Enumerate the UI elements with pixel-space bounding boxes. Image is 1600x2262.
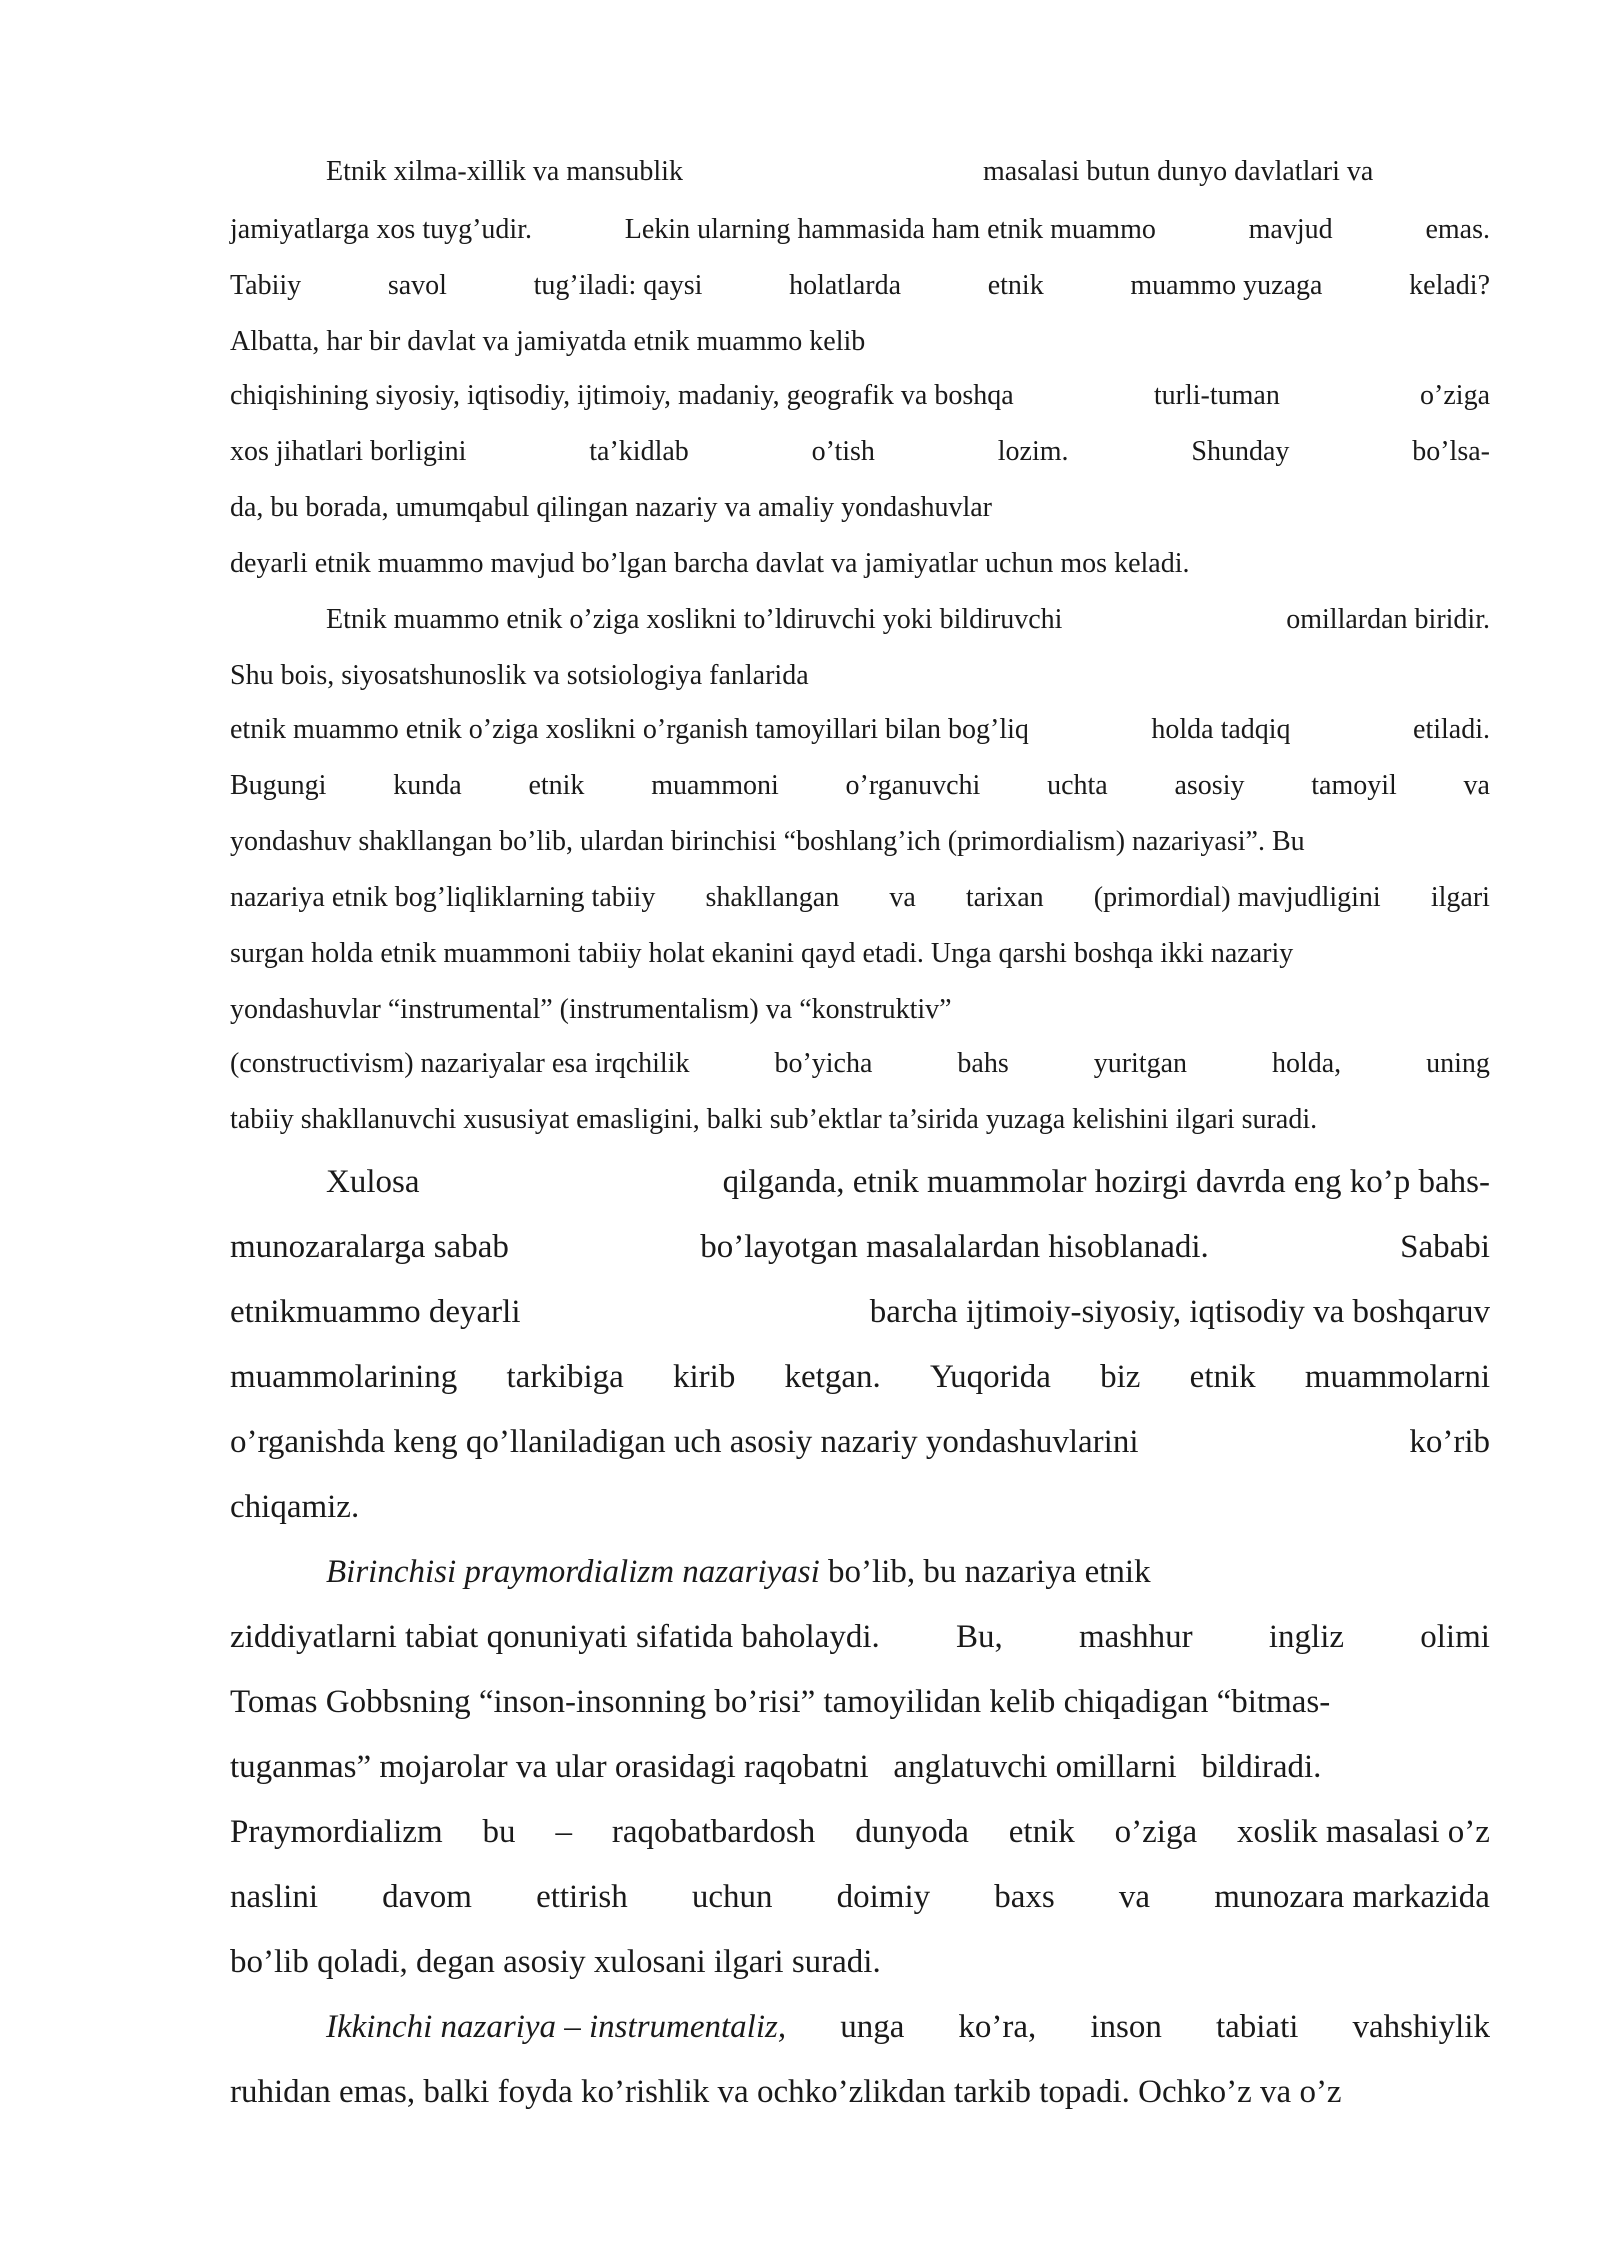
text-span: tabiati — [1215, 2009, 1299, 2045]
text-span: keladi? — [1409, 270, 1490, 301]
text-span: chiqamiz. — [230, 1489, 360, 1525]
text-span: etnik muammo etnik o’ziga xoslikni o’rganish tamoyillari bilan bog’liq — [230, 714, 1029, 745]
p2-line-4 — [230, 766, 1490, 806]
p4-line-5 — [230, 1808, 1490, 1856]
text-span: Albatta, har bir davlat va jamiyatda etnik muammo kelib — [230, 326, 866, 357]
text-span: Etnik muammo etnik o’ziga xoslikni to’ldiruvchi yoki bildiruvchi — [326, 604, 1063, 635]
text-span: (primordial) mavjudligini — [1093, 882, 1381, 913]
text-span: muammolarining — [230, 1359, 458, 1395]
text-span: uning — [1426, 1048, 1490, 1079]
text-span: o’ziga — [1420, 380, 1490, 411]
text-span: omillardan biridir. — [1286, 604, 1490, 635]
p1-line-7 — [230, 488, 1490, 528]
text-span: lozim. — [997, 436, 1069, 467]
text-span: va — [1118, 1879, 1151, 1915]
text-span: nazariya etnik bog’liqliklarning tabiiy — [230, 882, 656, 913]
text-span: surgan holda etnik muammoni tabiiy holat ekanini qayd etadi. Unga qarshi boshqa ikki nazariy — [230, 938, 1294, 969]
p3-line-2 — [230, 1223, 1490, 1271]
p4-line-6 — [230, 1873, 1490, 1921]
text-span: yondashuv shakllangan bo’lib, ulardan birinchisi “boshlang’ich (primordialism) nazariyasi”. Bu — [230, 826, 1305, 857]
text-span: ilgari — [1430, 882, 1490, 913]
text-span: qilganda, etnik muammolar hozirgi davrda eng ko’p bahs- — [722, 1164, 1490, 1200]
text-span: mavjud — [1248, 214, 1333, 245]
text-span: etiladi. — [1413, 714, 1490, 745]
text-span: vahshiylik — [1352, 2009, 1490, 2045]
text-span: shakllangan — [705, 882, 840, 913]
p1-line-4 — [230, 322, 1490, 362]
p4-line-7 — [230, 1938, 1490, 1986]
text-span: ko’rib — [1409, 1424, 1490, 1460]
p5-line-2 — [230, 2068, 1490, 2116]
text-span: olimi — [1420, 1619, 1490, 1655]
text-span: bo’lsa- — [1412, 436, 1490, 467]
text-span: etnik — [1008, 1814, 1075, 1850]
text-span: (constructivism) nazariyalar esa irqchilik — [230, 1048, 690, 1079]
text-span: o’rganishda keng qo’llaniladigan uch asosiy nazariy yondashuvlarini — [230, 1424, 1139, 1460]
text-span: Praymordializm — [230, 1814, 443, 1850]
text-span: tamoyil — [1311, 770, 1397, 801]
text-span: bo’lib qoladi, degan asosiy xulosani ilgari suradi. — [230, 1944, 881, 1980]
p2-line-1 — [326, 600, 1490, 640]
text-span: muammolarni — [1304, 1359, 1490, 1395]
text-span: da, bu borada, umumqabul qilingan nazariy va amaliy yondashuvlar — [230, 492, 993, 523]
text-span: ko’ra, — [958, 2009, 1037, 2045]
text-span: etnik — [987, 270, 1044, 301]
text-span: Xulosa — [326, 1164, 420, 1200]
text-span: kirib — [673, 1359, 736, 1395]
text-span: tuganmas” mojarolar va ular orasidagi raqobatni anglatuvchi omillarni bildiradi. — [230, 1749, 1322, 1785]
text-span: yuritgan — [1093, 1048, 1187, 1079]
text-span: ingliz — [1268, 1619, 1345, 1655]
text-span: munozara markazida — [1214, 1879, 1490, 1915]
text-span: Tomas Gobbsning “inson-insonning bo’risi” tamoyilidan kelib chiqadigan “bitmas- — [230, 1684, 1331, 1720]
text-span: ketgan. — [784, 1359, 881, 1395]
text-span: bahs — [957, 1048, 1009, 1079]
p2-line-5 — [230, 822, 1490, 862]
text-span: naslini — [230, 1879, 318, 1915]
text-span: biz — [1100, 1359, 1141, 1395]
text-span: holda, — [1271, 1048, 1342, 1079]
text-span: etnik — [528, 770, 585, 801]
text-span: Tabiiy — [230, 270, 302, 301]
text-span: bo’yicha — [774, 1048, 873, 1079]
text-span: masalasi butun dunyo davlatlari va — [982, 156, 1374, 187]
p3-line-6 — [230, 1483, 1490, 1531]
p1-line-5 — [230, 376, 1490, 416]
p1-line-8 — [230, 544, 1490, 584]
p2-line-2 — [230, 656, 1490, 696]
text-span: ruhidan emas, balki foyda ko’rishlik va ochko’zlikdan tarkib topadi. Ochko’z va o’z — [230, 2074, 1342, 2110]
text-span: o’ziga — [1114, 1814, 1198, 1850]
text-span: bo’lib, bu nazariya etnik — [819, 1554, 1151, 1590]
text-span: emas. — [1425, 214, 1490, 245]
p1-line-3 — [230, 266, 1490, 306]
p4-line-1 — [326, 1548, 1490, 1596]
italic-term: Ikkinchi nazariya – instrumentaliz, — [326, 2009, 787, 2045]
text-span: Shu bois, siyosatshunoslik va sotsiologiya fanlarida — [230, 660, 809, 691]
p2-line-9 — [230, 1044, 1490, 1084]
text-span: inson — [1090, 2009, 1162, 2045]
text-span: etnikmuammo deyarli — [230, 1294, 521, 1330]
text-span: bo’layotgan masalalardan hisoblanadi. — [700, 1229, 1209, 1265]
text-span: Shunday — [1191, 436, 1290, 467]
text-span: asosiy — [1174, 770, 1245, 801]
p2-line-7 — [230, 934, 1490, 974]
text-span: tarixan — [965, 882, 1044, 913]
text-span: tarkibiga — [506, 1359, 624, 1395]
text-span: barcha ijtimoiy-siyosiy, iqtisodiy va boshqaruv — [869, 1294, 1490, 1330]
text-span: va — [1463, 770, 1490, 801]
text-span: ziddiyatlarni tabiat qonuniyati sifatida baholaydi. — [230, 1619, 880, 1655]
text-span: Etnik xilma-xillik va mansublik — [326, 156, 683, 187]
text-span: raqobatbardosh — [611, 1814, 816, 1850]
text-span: turli-tuman — [1153, 380, 1280, 411]
text-span: mashhur — [1078, 1619, 1193, 1655]
p2-line-3 — [230, 710, 1490, 750]
text-span: o’rganuvchi — [845, 770, 981, 801]
text-span: muammo yuzaga — [1130, 270, 1323, 301]
p1-line-6 — [230, 432, 1490, 472]
text-span: munozaralarga sabab — [230, 1229, 509, 1265]
text-span: Bugungi — [230, 770, 327, 801]
p1-line-1 — [326, 152, 1490, 192]
italic-term: Birinchisi praymordializm nazariyasi — [326, 1554, 820, 1590]
text-span: bu — [482, 1814, 516, 1850]
text-span: tabiiy shakllanuvchi xususiyat emasligini, balki sub’ektlar ta’sirida yuzaga kelishini ilgari suradi. — [230, 1104, 1318, 1135]
p3-line-1 — [326, 1158, 1490, 1206]
text-span: davom — [382, 1879, 472, 1915]
text-span: tug’iladi: qaysi — [533, 270, 703, 301]
text-span: uchta — [1047, 770, 1108, 801]
text-span: kunda — [393, 770, 462, 801]
text-span: dunyoda — [855, 1814, 969, 1850]
p3-line-5 — [230, 1418, 1490, 1466]
text-span: unga — [840, 2009, 905, 2045]
text-span: muammoni — [651, 770, 779, 801]
text-span: uchun — [691, 1879, 773, 1915]
p5-line-1 — [326, 2003, 1490, 2051]
text-span: yondashuvlar “instrumental” (instrumentalism) va “konstruktiv” — [230, 994, 952, 1025]
text-span: – — [555, 1814, 572, 1850]
text-span: va — [889, 882, 916, 913]
text-span: jamiyatlarga xos tuyg’udir. — [230, 214, 532, 245]
text-span: holda tadqiq — [1151, 714, 1291, 745]
text-span: xoslik masalasi o’z — [1237, 1814, 1490, 1850]
text-span: holatlarda — [789, 270, 902, 301]
p4-line-3 — [230, 1678, 1490, 1726]
text-span: xos jihatlari borligini — [230, 436, 467, 467]
p2-line-10 — [230, 1100, 1490, 1140]
p2-line-8 — [230, 990, 1490, 1030]
text-span: o’tish — [811, 436, 875, 467]
p4-line-4 — [230, 1743, 1490, 1791]
text-span: baxs — [994, 1879, 1055, 1915]
text-span: savol — [387, 270, 447, 301]
text-span: etnik — [1189, 1359, 1256, 1395]
text-span: deyarli etnik muammo mavjud bo’lgan barcha davlat va jamiyatlar uchun mos keladi. — [230, 548, 1190, 579]
text-span: doimiy — [836, 1879, 931, 1915]
text-span: ta’kidlab — [589, 436, 689, 467]
text-span: Bu, — [955, 1619, 1003, 1655]
text-span: Sababi — [1400, 1229, 1490, 1265]
text-span: ettirish — [536, 1879, 628, 1915]
p3-line-3 — [230, 1288, 1490, 1336]
text-span: Lekin ularning hammasida ham etnik muammo — [624, 214, 1156, 245]
text-span: Yuqorida — [929, 1359, 1051, 1395]
p4-line-2 — [230, 1613, 1490, 1661]
p1-line-2 — [230, 210, 1490, 250]
p2-line-6 — [230, 878, 1490, 918]
text-span: chiqishining siyosiy, iqtisodiy, ijtimoiy, madaniy, geografik va boshqa — [230, 380, 1014, 411]
p3-line-4 — [230, 1353, 1490, 1401]
